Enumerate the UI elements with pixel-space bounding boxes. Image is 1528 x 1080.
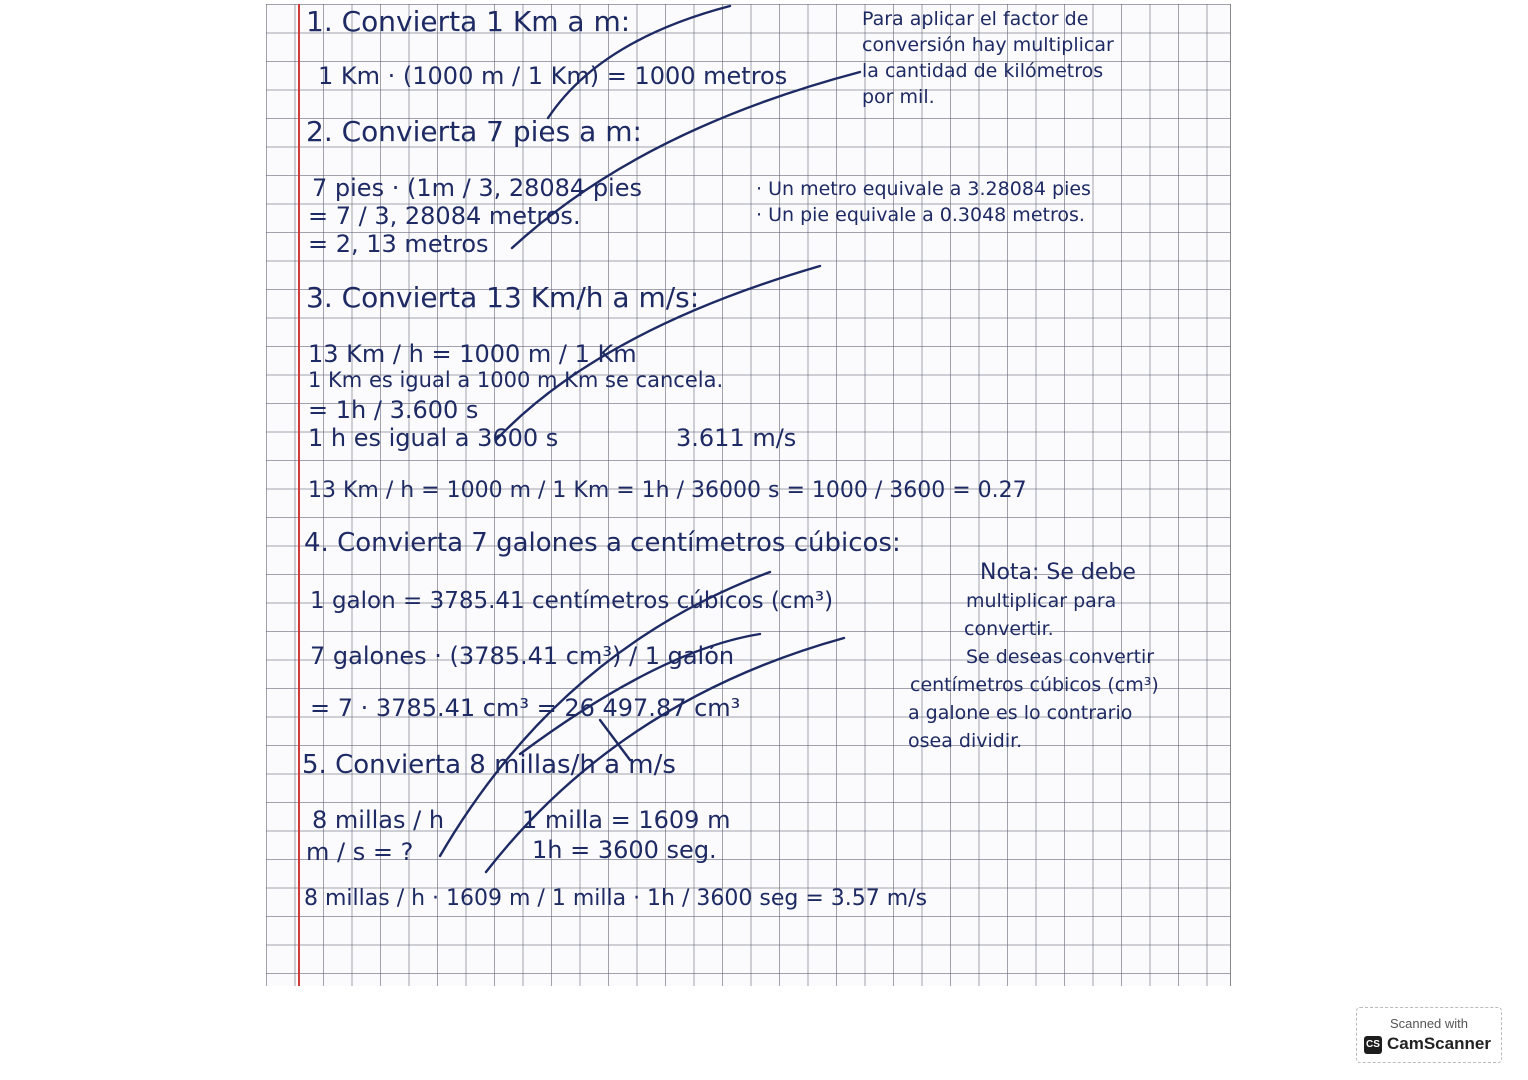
section-4-line-1: 1 galon = 3785.41 centímetros cúbicos (cm³) — [310, 588, 834, 614]
section-1-note-line-2: conversión hay multiplicar — [862, 34, 1114, 56]
section-4-line-2: 7 galones · (3785.41 cm³) / 1 galón — [310, 642, 735, 670]
section-1-heading: 1. Convierta 1 Km a m: — [306, 5, 631, 38]
section-4-note-line-2: multiplicar para — [966, 590, 1117, 612]
section-1-note-line-4: por mil. — [862, 86, 935, 108]
section-2-line-3: = 2, 13 metros — [308, 230, 489, 258]
section-4-note-line-5: centímetros cúbicos (cm³) — [910, 674, 1159, 696]
section-5-line-2: m / s = ? — [306, 838, 414, 866]
section-3-line-2: 1 Km es igual a 1000 m Km se cancela. — [308, 368, 724, 392]
section-5-heading: 5. Convierta 8 millas/h a m/s — [302, 750, 676, 780]
section-2-heading: 2. Convierta 7 pies a m: — [306, 115, 642, 148]
margin-line — [298, 4, 300, 986]
section-5-line-3: 1 milla = 1609 m — [522, 806, 731, 834]
section-4-line-3: = 7 · 3785.41 cm³ = 26 497.87 cm³ — [310, 694, 741, 722]
section-3-line-4: 1 h es igual a 3600 s — [308, 424, 559, 452]
section-4-note-line-4: Se deseas convertir — [966, 646, 1155, 668]
section-5-line-1: 8 millas / h — [312, 806, 445, 834]
section-2-line-1: 7 pies · (1m / 3, 28084 pies — [312, 174, 642, 202]
section-1-line-1: 1 Km · (1000 m / 1 Km) = 1000 metros — [318, 62, 788, 90]
section-4-heading: 4. Convierta 7 galones a centímetros cúbicos: — [304, 528, 901, 558]
watermark-brand: CamScanner — [1387, 1034, 1491, 1053]
section-3-line-5: 13 Km / h = 1000 m / 1 Km = 1h / 36000 s = 1000 / 3600 = 0.27 — [308, 478, 1027, 503]
section-2-note-line-1: · Un metro equivale a 3.28084 pies — [756, 178, 1091, 200]
watermark-label: Scanned with — [1389, 1016, 1469, 1031]
section-1-note-line-1: Para aplicar el factor de — [862, 8, 1089, 30]
section-2-line-2: = 7 / 3, 28084 metros. — [308, 202, 581, 230]
section-1-note-line-3: la cantidad de kilómetros — [862, 60, 1104, 82]
section-4-note-line-3: convertir. — [964, 618, 1054, 640]
section-5-line-4: 1h = 3600 seg. — [532, 836, 717, 864]
section-4-note-line-7: osea dividir. — [908, 730, 1023, 752]
section-4-note-line-6: a galone es lo contrario — [908, 702, 1133, 724]
section-3-heading: 3. Convierta 13 Km/h a m/s: — [306, 281, 700, 314]
camscanner-logo-icon: CS — [1364, 1036, 1382, 1054]
section-4-note-line-1: Nota: Se debe — [980, 560, 1136, 585]
section-3-line-3: = 1h / 3.600 s — [308, 396, 479, 424]
section-2-note-line-2: · Un pie equivale a 0.3048 metros. — [756, 204, 1085, 226]
section-3-aside: 3.611 m/s — [676, 424, 797, 452]
section-5-line-5: 8 millas / h · 1609 m / 1 milla · 1h / 3600 seg = 3.57 m/s — [304, 886, 928, 911]
section-3-line-1: 13 Km / h = 1000 m / 1 Km — [308, 340, 637, 368]
camscanner-watermark — [1356, 1007, 1502, 1063]
